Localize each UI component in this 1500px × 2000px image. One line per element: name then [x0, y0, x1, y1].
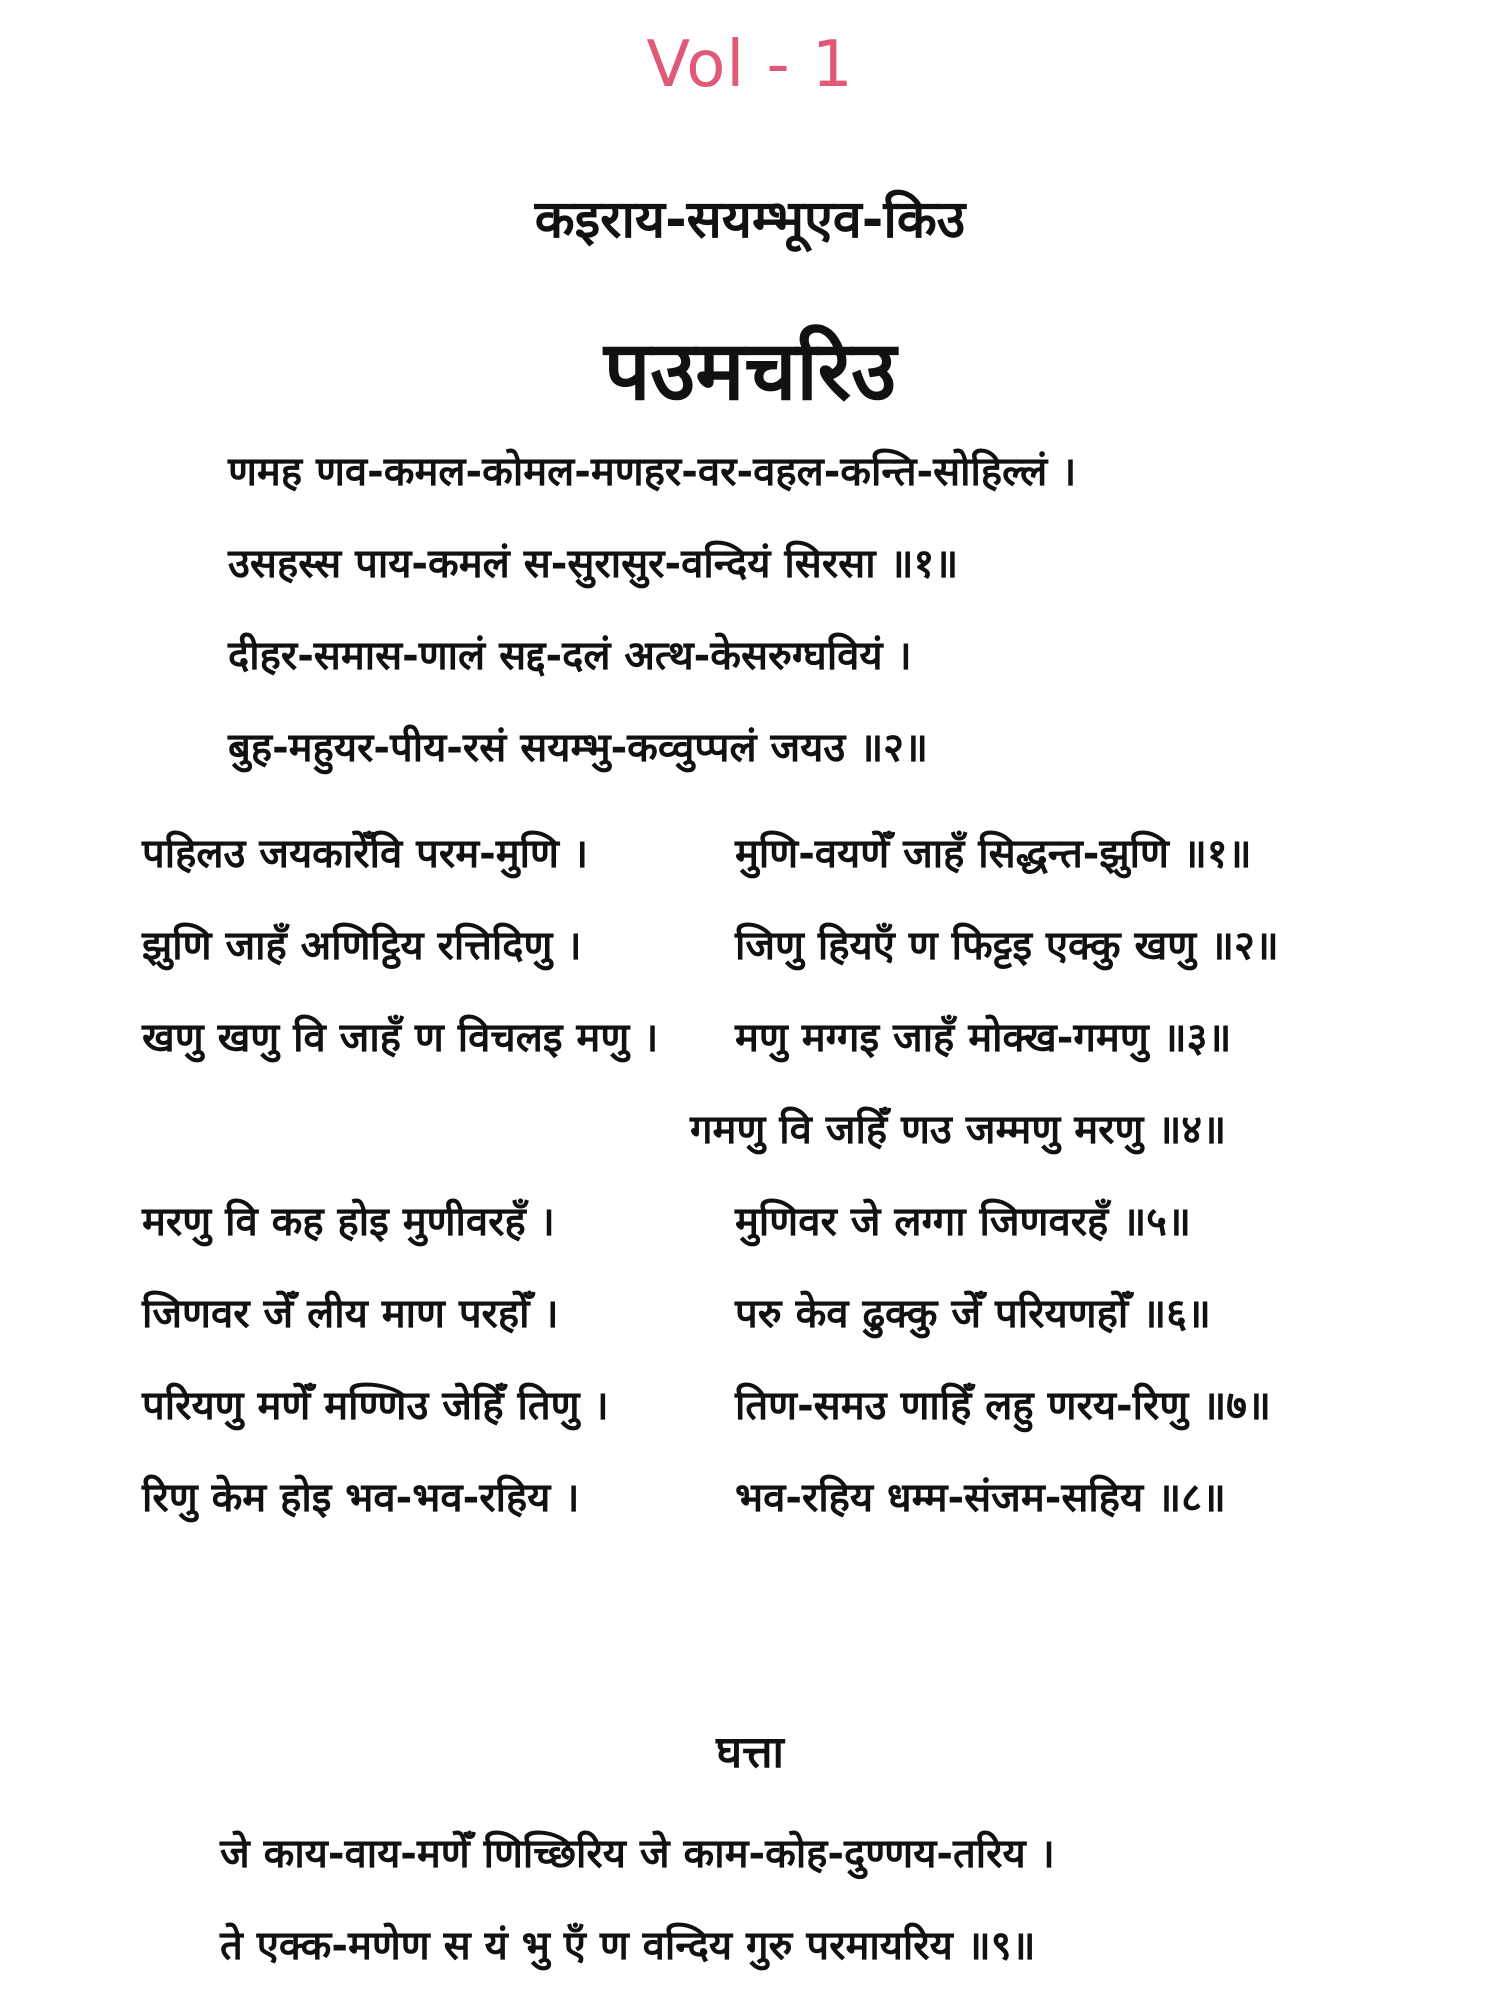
verse-line-first-half: रिणु केम होइ भव-भव-रहिय ।: [142, 1475, 580, 1521]
ghatta-line: ते एक्क-मणेण स यं भु एँ ण वन्दिय गुरु परमायरिय ॥९॥: [220, 1923, 1036, 1969]
verse-line-first-half: खणु खणु वि जाहँ ण विचलइ मणु ।: [142, 1015, 659, 1061]
verse-line-first-half: परियणु मणेँ मण्णिउ जेहिँ तिणु ।: [142, 1383, 609, 1429]
invocation-line: बुह-महुयर-पीय-रसं सयम्भु-कव्वुप्पलं जयउ ॥२॥: [228, 725, 928, 771]
verse-line-first-half: जिणवर जेँ लीय माण परहोँ ।: [142, 1291, 559, 1337]
volume-label: Vol - 1: [646, 28, 854, 102]
invocation-line: उसहस्स पाय-कमलं स-सुरासुर-वन्दियं सिरसा ॥१॥: [228, 541, 959, 587]
verse-line-second-half: गमणु वि जहिँ णउ जम्मणु मरणु ॥४॥: [690, 1107, 1227, 1153]
verse-line-second-half: जिणु हियएँ ण फिट्टइ एक्कु खणु ॥२॥: [735, 923, 1279, 969]
verse-line-second-half: मुणि-वयणेँ जाहँ सिद्धन्त-झुणि ॥१॥: [735, 831, 1252, 877]
verse-line-second-half: मुणिवर जे लग्गा जिणवरहँ ॥५॥: [735, 1199, 1191, 1245]
verse-line-first-half: पहिलउ जयकारेँवि परम-मुणि ।: [142, 831, 589, 877]
invocation-line: दीहर-समास-णालं सद्द-दलं अत्थ-केसरुग्घवियं ।: [228, 633, 912, 679]
verse-line-second-half: तिण-समउ णाहिँ लहु णरय-रिणु ॥७॥: [735, 1383, 1271, 1429]
verse-line-first-half: मरणु वि कह होइ मुणीवरहँ ।: [142, 1199, 555, 1245]
page-title: पउमचरिउ: [603, 324, 897, 419]
ghatta-heading: घत्ता: [716, 1727, 784, 1778]
author-byline: कइराय-सयम्भूएव-किउ: [534, 190, 966, 250]
verse-line-second-half: भव-रहिय धम्म-संजम-सहिय ॥८॥: [735, 1475, 1226, 1521]
ghatta-line: जे काय-वाय-मणेँ णिच्छिरिय जे काम-कोह-दुण्णय-तरिय ।: [220, 1831, 1055, 1877]
invocation-line: णमह णव-कमल-कोमल-मणहर-वर-वहल-कन्ति-सोहिल्लं ।: [228, 449, 1077, 495]
verse-line-first-half: झुणि जाहँ अणिट्ठिय रत्तिदिणु ।: [142, 923, 582, 969]
verse-line-second-half: परु केव ढुक्कु जेँ परियणहोँ ॥६॥: [735, 1291, 1211, 1337]
verse-line-second-half: मणु मग्गइ जाहँ मोक्ख-गमणु ॥३॥: [735, 1015, 1232, 1061]
